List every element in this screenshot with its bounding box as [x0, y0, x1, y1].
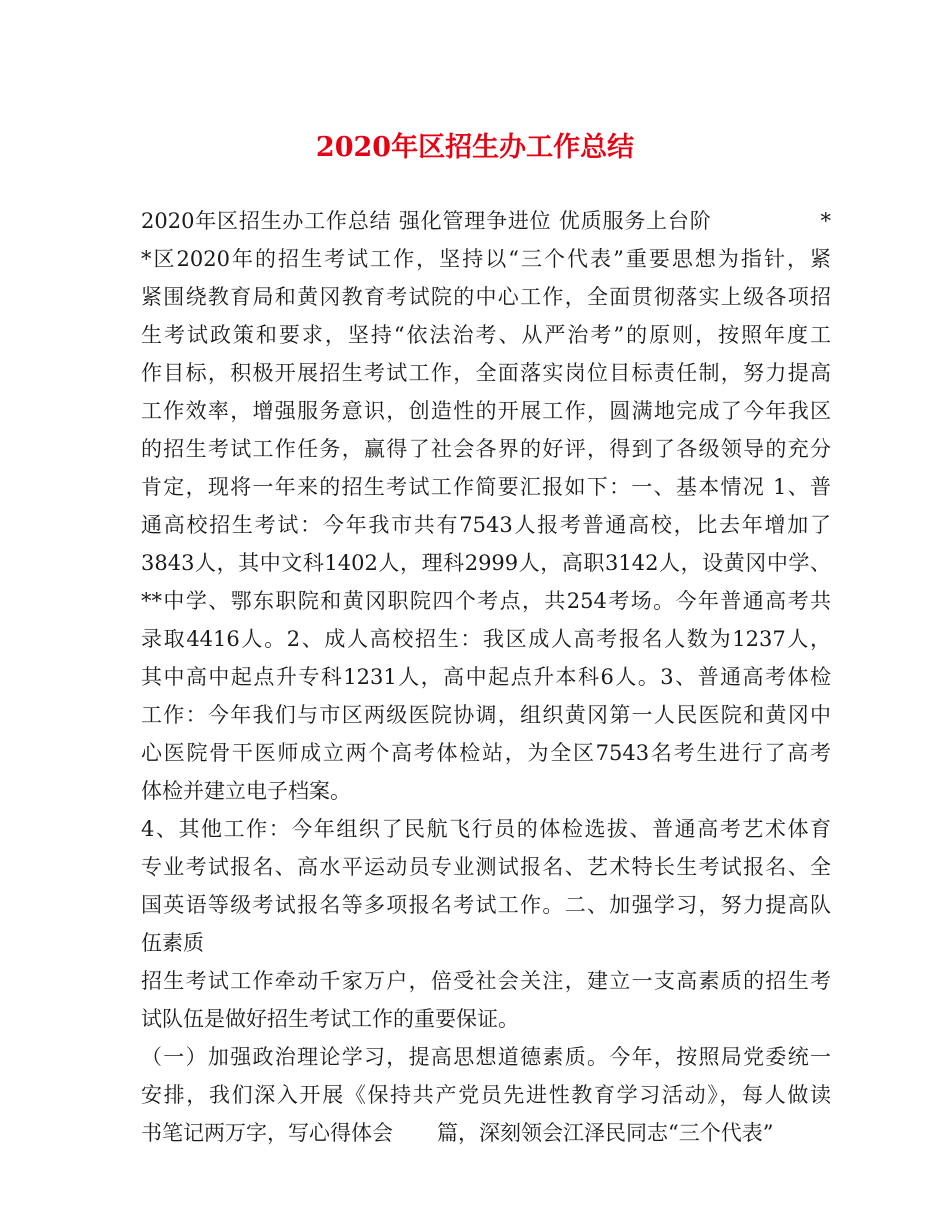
text-line: 工作：今年我们与市区两级医院协调，组织黄冈第一人民医院和黄冈中: [141, 703, 831, 727]
text-line-last: [141, 1114, 831, 1152]
text-line: 通高校招生考试：今年我市共有7543人报考普通高校，比去年增加了: [141, 513, 831, 537]
text-line: 工作效率，增强服务意识，创造性的开展工作，圆满地完成了今年我区: [141, 399, 831, 423]
text-line: 专业考试报名、高水平运动员专业测试报名、艺术特长生考试报名、全: [141, 855, 831, 879]
text-line: 录取4416人。2、成人高校招生：我区成人高考报名人数为1237人，: [141, 627, 831, 651]
page-title: 2020年区招生办工作总结: [315, 132, 635, 163]
text-line: 心医院骨干医师成立两个高考体检站，为全区7543名考生进行了高考: [141, 741, 831, 765]
text-line: 4、其他工作：今年组织了民航飞行员的体检选拔、普通高考艺术体育: [141, 817, 831, 841]
text-line: 3843人，其中文科1402人，理科2999人，高职3142人，设黄冈中学、: [141, 551, 831, 575]
text-line: 安排，我们深入开展《保持共产党员先进性教育学习活动》，每人做读: [141, 1083, 831, 1107]
text-line: **中学、鄂东职院和黄冈职院四个考点，共254考场。今年普通高考共: [141, 589, 831, 613]
text-line: 招生考试工作牵动千家万户，倍受社会关注，建立一支高素质的招生考: [141, 969, 831, 993]
text-line: （一）加强政治理论学习，提高思想道德素质。今年，按照局党委统一: [141, 1045, 831, 1069]
text-line: 国英语等级考试报名等多项报名考试工作。二、加强学习，努力提高队: [141, 893, 831, 917]
body-text: [141, 202, 831, 1152]
text-line-last-part1: 书笔记两万字，写心得体会: [141, 1121, 393, 1145]
text-line-last-part2: 篇，深刻领会江泽民同志“三个代表”: [437, 1121, 774, 1145]
text-line: 紧围绕教育局和黄冈教育考试院的中心工作，全面贯彻落实上级各项招: [141, 285, 831, 309]
text-line: 其中高中起点升专科1231人，高中起点升本科6人。3、普通高考体检: [141, 665, 831, 689]
text-line: 肯定，现将一年来的招生考试工作简要汇报如下：一、基本情况 1、普: [141, 475, 831, 499]
text-line: *区2020年的招生考试工作，坚持以“三个代表”重要思想为指针，紧: [141, 247, 831, 271]
text-line: 作目标，积极开展招生考试工作，全面落实岗位目标责任制，努力提高: [141, 361, 831, 385]
text-line: 生考试政策和要求，坚持“依法治考、从严治考”的原则，按照年度工: [141, 323, 831, 347]
text-line: 体检并建立电子档案。: [141, 779, 351, 803]
text-line: 2020年区招生办工作总结 强化管理争进位 优质服务上台阶 *: [141, 209, 831, 233]
text-line: 伍素质: [141, 931, 204, 955]
text-line: 的招生考试工作任务，赢得了社会各界的好评，得到了各级领导的充分: [141, 437, 831, 461]
text-line: 试队伍是做好招生考试工作的重要保证。: [141, 1007, 519, 1031]
